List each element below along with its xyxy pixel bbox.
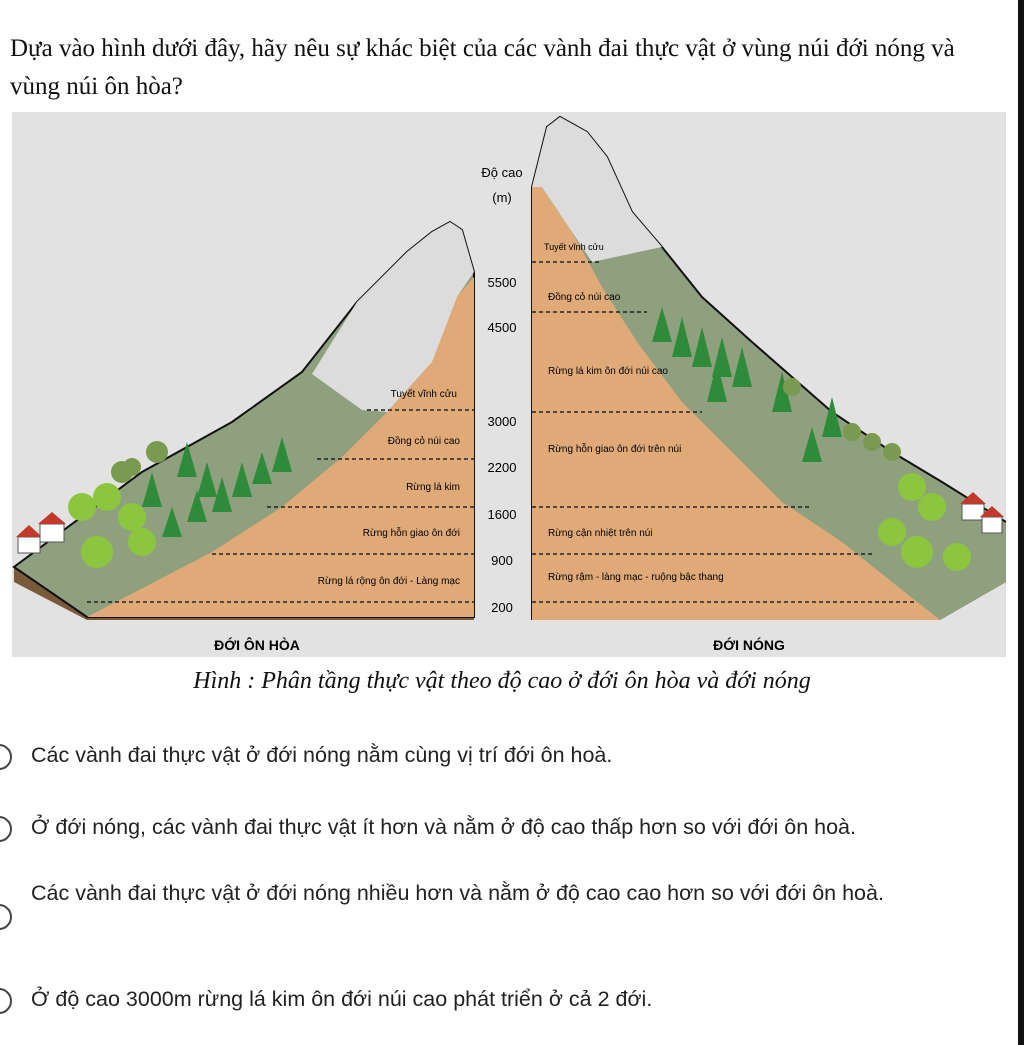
left-belt-label-conifer: Rừng lá kim — [406, 482, 460, 493]
radio-button[interactable] — [0, 904, 12, 930]
zone-label-temperate: ĐỚI ÔN HÒA — [214, 637, 300, 653]
right-belt-label-grassland: Đồng cỏ núi cao — [548, 292, 621, 303]
figure-svg — [12, 112, 1006, 657]
tick-5500: 5500 — [487, 275, 517, 290]
tick-2200: 2200 — [487, 460, 517, 475]
left-belt-label-mixed: Rừng hỗn giao ôn đới — [362, 528, 460, 539]
tick-200: 200 — [491, 600, 513, 615]
answer-option-1[interactable] — [0, 738, 1000, 778]
right-belt-label-snow: Tuyết vĩnh cửu — [544, 242, 604, 252]
page-edge-border — [1018, 0, 1024, 1045]
tick-3000: 3000 — [487, 414, 517, 429]
axis-title: Độ cao — [481, 165, 523, 180]
tick-4500: 4500 — [487, 320, 517, 335]
vegetation-altitude-figure — [12, 112, 1006, 657]
answer-option-3[interactable] — [0, 876, 1000, 948]
radio-button[interactable] — [0, 816, 12, 842]
right-belt-label-subtropical: Rừng cận nhiệt trên núi — [548, 528, 653, 539]
answer-option-4[interactable] — [0, 982, 1000, 1022]
left-belt-label-grassland: Đồng cỏ núi cao — [387, 436, 460, 447]
right-belt-label-rainforest: Rừng rậm - làng mạc - ruộng bậc thang — [548, 572, 724, 583]
tick-1600: 1600 — [487, 507, 517, 522]
option-text: Ở độ cao 3000m rừng lá kim ôn đới núi cao phát triển ở cả 2 đới. — [31, 987, 653, 1011]
question-text: Dựa vào hình dưới đây, hãy nêu sự khác biệt của các vành đai thực vật ở vùng núi đới nóng và vùng núi ôn hòa? — [10, 35, 955, 100]
radio-button[interactable] — [0, 744, 12, 770]
option-text: Các vành đai thực vật ở đới nóng nằm cùng vị trí đới ôn hoà. — [31, 743, 613, 767]
left-belt-label-broadleaf: Rừng lá rộng ôn đới - Làng mạc — [317, 576, 460, 587]
radio-button[interactable] — [0, 988, 12, 1014]
option-text: Các vành đai thực vật ở đới nóng nhiều hơn và nằm ở độ cao cao hơn so với đới ôn hoà. — [31, 881, 884, 905]
answer-option-2[interactable] — [0, 810, 1000, 850]
tick-900: 900 — [491, 553, 513, 568]
axis-unit: (m) — [492, 190, 512, 205]
figure-caption: Hình : Phân tầng thực vật theo độ cao ở đới ôn hòa và đới nóng — [193, 668, 811, 694]
option-text: Ở đới nóng, các vành đai thực vật ít hơn và nằm ở độ cao thấp hơn so với đới ôn hoà. — [31, 815, 856, 839]
left-belt-label-snow: Tuyết vĩnh cửu — [390, 389, 457, 400]
right-belt-label-mixed: Rừng hỗn giao ôn đới trên núi — [548, 444, 682, 455]
zone-label-tropical: ĐỚI NÓNG — [713, 637, 785, 653]
right-belt-label-conifer: Rừng lá kim ôn đới núi cao — [548, 366, 668, 377]
